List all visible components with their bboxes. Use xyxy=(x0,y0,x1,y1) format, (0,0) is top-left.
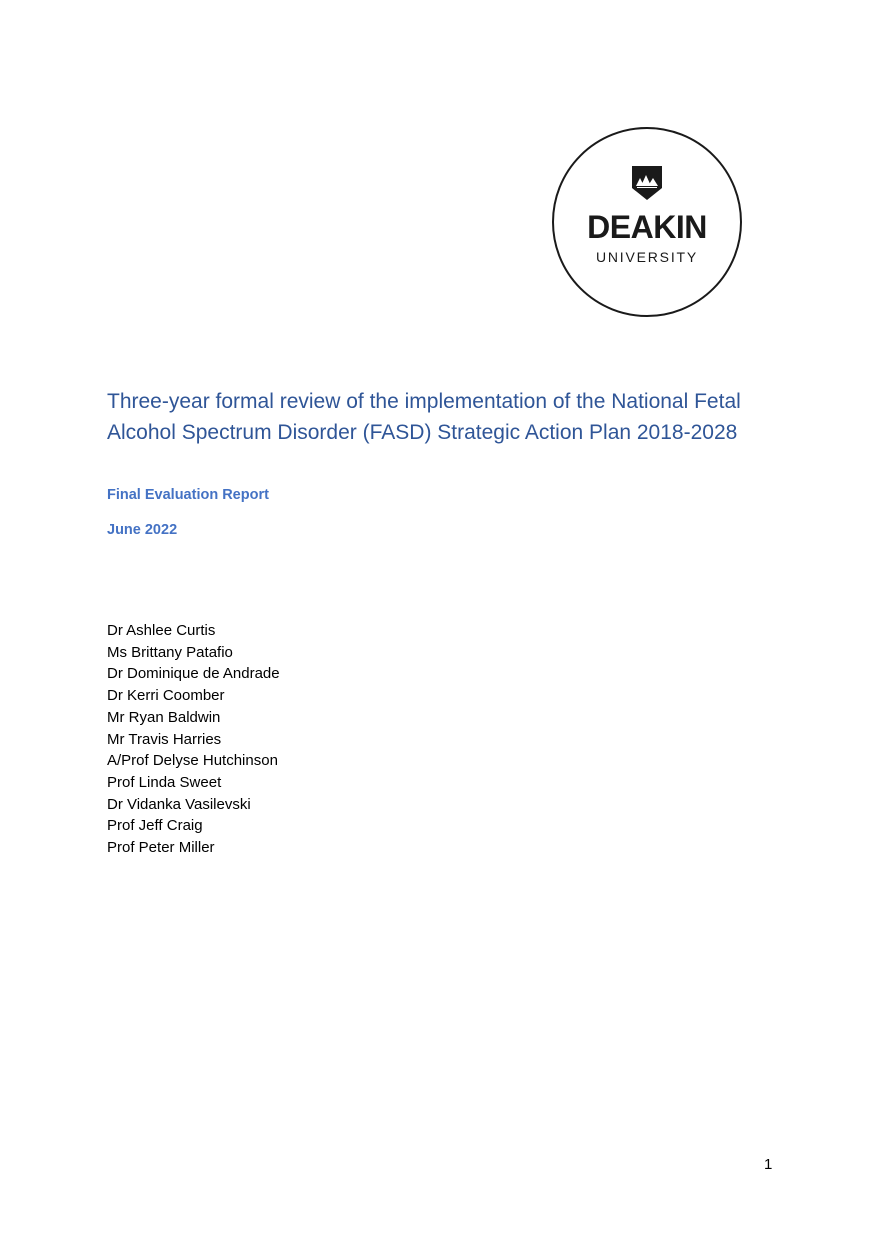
report-title-line-1: Three-year formal review of the implementation of the National Fetal xyxy=(107,390,741,413)
author-name: Prof Peter Miller xyxy=(107,839,215,857)
logo-name: DEAKIN xyxy=(587,209,707,245)
author-name: Mr Travis Harries xyxy=(107,730,222,748)
author-list xyxy=(107,620,280,859)
author-name: Dr Kerri Coomber xyxy=(107,687,225,705)
deakin-shield-icon xyxy=(632,166,662,200)
deakin-university-logo xyxy=(552,127,742,317)
author-name: Ms Brittany Patafio xyxy=(107,643,233,661)
author-name: Mr Ryan Baldwin xyxy=(107,708,221,726)
page-number: 1 xyxy=(764,1156,773,1173)
author-name: Dr Vidanka Vasilevski xyxy=(107,795,251,813)
report-title-line-2: Alcohol Spectrum Disorder (FASD) Strategic Action Plan 2018-2028 xyxy=(107,421,738,444)
logo-subname: UNIVERSITY xyxy=(595,249,698,265)
report-title xyxy=(107,386,807,448)
report-type: Final Evaluation Report xyxy=(107,487,269,503)
report-date: June 2022 xyxy=(107,522,178,538)
author-name: Prof Linda Sweet xyxy=(107,773,222,791)
author-name: A/Prof Delyse Hutchinson xyxy=(107,752,278,770)
author-name: Dr Ashlee Curtis xyxy=(107,622,216,639)
author-name: Dr Dominique de Andrade xyxy=(107,665,280,683)
author-name: Prof Jeff Craig xyxy=(107,817,203,835)
